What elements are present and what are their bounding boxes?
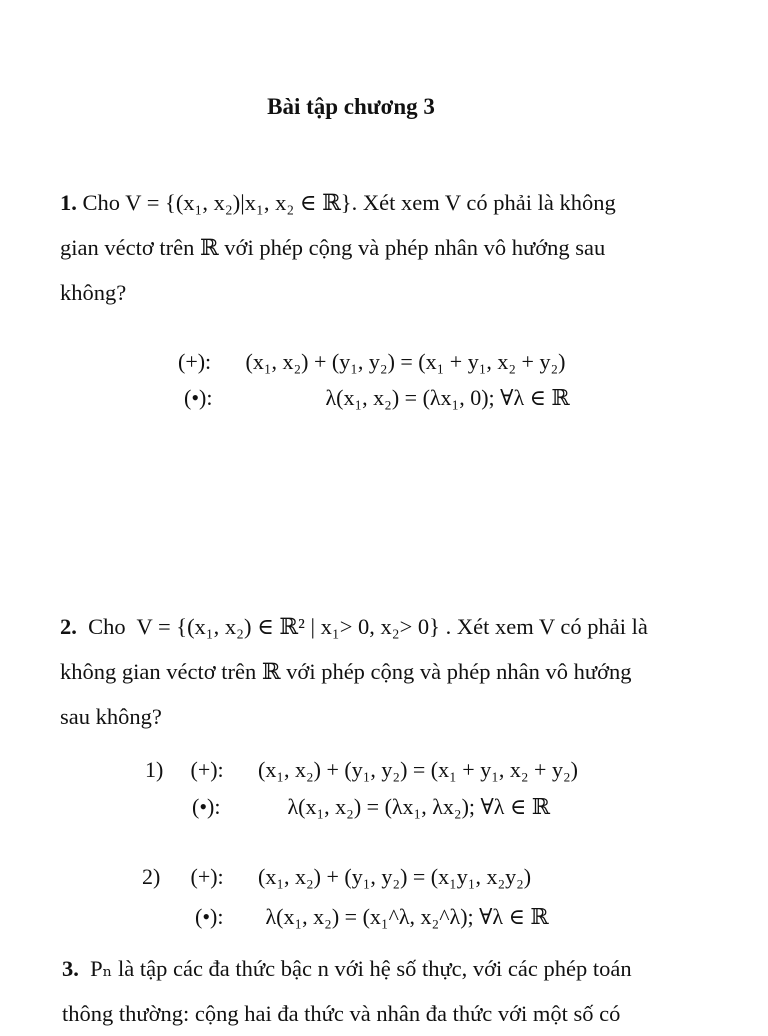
case-2-add-label: (+):	[190, 864, 224, 889]
case-2-number: 2)	[142, 864, 161, 889]
problem-2-case-2-mul	[195, 904, 549, 930]
problem-1-add-formula	[178, 349, 565, 375]
problem-3-description: là tập các đa thức bậc n với hệ số thực, với các phép toán	[118, 956, 632, 981]
case-2-mul-expression: λ(x₁, x₂) = (x₁^λ, x₂^λ); ∀λ ∈ ℝ	[265, 904, 549, 929]
case-1-add-expression: (x₁, x₂) + (y₁, y₂) = (x₁ + y₁, x₂ + y₂)	[258, 757, 578, 782]
problem-2-line-2: không gian véctơ trên ℝ với phép cộng và phép nhân vô hướng	[60, 659, 632, 684]
case-1-number: 1)	[145, 757, 164, 782]
problem-1-number: 1.	[60, 190, 77, 215]
problem-2-line-1	[60, 604, 740, 649]
case-2-mul-label: (•):	[195, 904, 224, 929]
problem-1-line-3: không?	[60, 280, 127, 305]
problem-2-intro: Cho	[88, 614, 126, 639]
problem-2-case-2-add	[142, 864, 531, 890]
problem-1	[60, 180, 740, 315]
problem-3	[62, 946, 742, 1036]
problem-2-case-1-mul	[192, 794, 550, 820]
problem-3-set-name: Pₙ	[90, 956, 113, 981]
case-1-mul-expression: λ(x₁, x₂) = (λx₁, λx₂); ∀λ ∈ ℝ	[287, 794, 551, 819]
case-2-add-expression: (x₁, x₂) + (y₁, y₂) = (x₁y₁, x₂y₂)	[258, 864, 532, 889]
problem-2-number: 2.	[60, 614, 77, 639]
problem-2-set: V = {(x₁, x₂) ∈ ℝ² | x₁> 0, x₂> 0}	[136, 614, 440, 639]
problem-1-line-2: gian véctơ trên ℝ với phép cộng và phép nhân vô hướng sau	[60, 235, 606, 260]
problem-2-case-1-add	[145, 757, 578, 783]
add-expression: (x₁, x₂) + (y₁, y₂) = (x₁ + y₁, x₂ + y₂)	[245, 349, 566, 374]
problem-1-mul-formula	[184, 385, 570, 411]
problem-2	[60, 604, 740, 739]
problem-1-line-1	[60, 180, 740, 225]
problem-1-intro: Cho V	[82, 190, 142, 215]
problem-2-line-3: sau không?	[60, 704, 162, 729]
mul-label: (•):	[184, 385, 213, 410]
problem-3-line-1	[62, 946, 742, 991]
mul-expression: λ(x₁, x₂) = (λx₁, 0); ∀λ ∈ ℝ	[325, 385, 570, 410]
case-1-add-label: (+):	[190, 757, 224, 782]
problem-3-line-2: thông thường: cộng hai đa thức và nhân đa thức với một số có	[62, 1001, 621, 1026]
problem-2-question: . Xét xem V có phải là	[445, 614, 648, 639]
problem-3-number: 3.	[62, 956, 79, 981]
page-title: Bài tập chương 3	[267, 94, 435, 119]
problem-1-set: = {(x₁, x₂)|x₁, x₂ ∈ ℝ}	[141, 190, 352, 215]
problem-1-question: . Xét xem V có phải là không	[351, 190, 616, 215]
case-1-mul-label: (•):	[192, 794, 221, 819]
add-label: (+):	[178, 349, 212, 374]
